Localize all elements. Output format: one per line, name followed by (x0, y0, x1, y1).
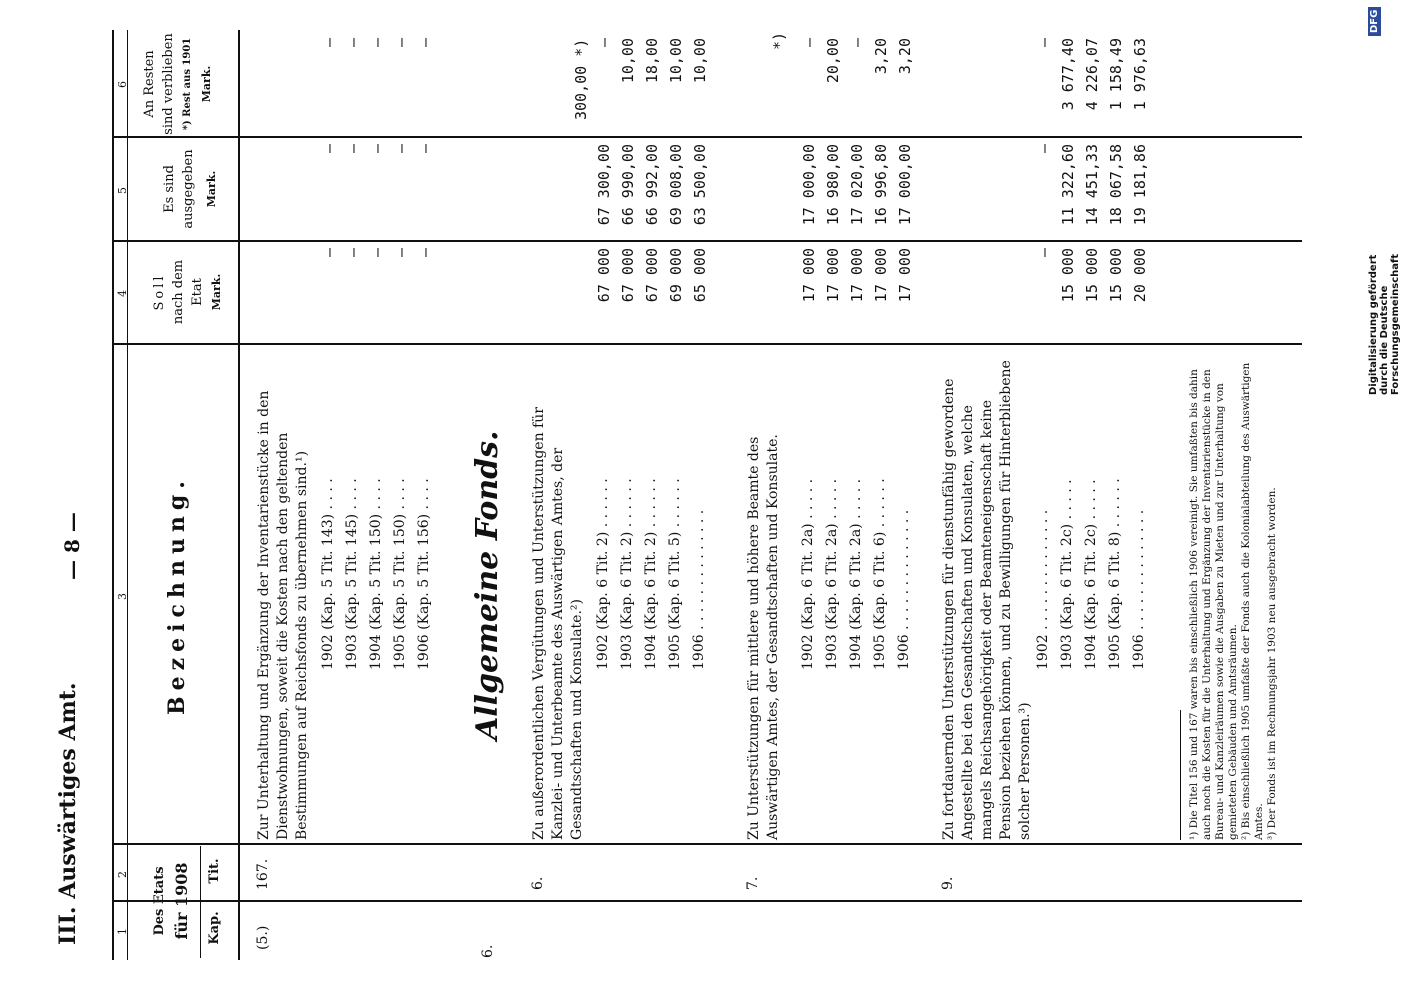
col-number-2: 2 (116, 871, 129, 878)
row-rest-value: — (392, 38, 410, 48)
row-ausgegeben-value: — (320, 144, 338, 154)
row-rest-value: 18,00 (643, 38, 661, 84)
row-rest-value: — (344, 38, 362, 48)
row-rest-value: — (320, 38, 338, 48)
row-soll-value: 69 000 (667, 248, 685, 303)
section4-text: Zu fortdauernden Unterstützungen für dienstunfähig gewordene Angestellte bei den Gesandtschaften und Konsulaten, welche mangels Reichsangehörigkeit oder Beamteneigenschaft keine Pension beziehen können, und zu Bewilligungen für Hinterbliebene solcher Personen.³) (941, 360, 1033, 840)
row-rest-value: 1 158,49 (1107, 38, 1125, 111)
row-soll-value: 17 000 (896, 248, 914, 303)
row-ausgegeben-value: 66 992,00 (643, 144, 661, 226)
row-rest-value: 10,00 (667, 38, 685, 84)
soll-heading-4: Mark. (210, 273, 223, 311)
row-year-label: 1903 (Kap. 6 Tit. 2) . . . . . . (619, 478, 635, 670)
rule-col4 (112, 240, 1302, 242)
row-rest-value: — (368, 38, 386, 48)
row-ausgegeben-value: — (416, 144, 434, 154)
row-year-label: 1904 (Kap. 6 Tit. 2) . . . . . . (643, 478, 659, 670)
dfg-logo: DFG (1368, 7, 1381, 36)
row-soll-value: — (392, 248, 410, 258)
row-year-label: 1903 (Kap. 5 Tit. 145) . . . . (344, 478, 360, 670)
column-number-rule (127, 30, 128, 960)
col-number-1: 1 (116, 928, 129, 935)
row-year-label: 1905 (Kap. 6 Tit. 8) . . . . . . (1107, 478, 1123, 670)
row-year-label: 1905 (Kap. 5 Tit. 150) . . . . (392, 478, 408, 670)
row-rest-value: — (416, 38, 434, 48)
row-ausgegeben-value: 69 008,00 (667, 144, 685, 226)
row-rest-value: — (848, 38, 866, 48)
row-year-label: 1902 (Kap. 6 Tit. 2) . . . . . . (595, 478, 611, 670)
row-soll-value: 15 000 (1107, 248, 1125, 303)
row-rest-value: 10,00 (691, 38, 709, 84)
section1-kap: (5.) (255, 925, 271, 950)
col12-heading-2: für 1908 (172, 862, 191, 940)
row-year-label: 1904 (Kap. 6 Tit. 2a) . . . . . (848, 478, 864, 670)
rule-col2 (112, 843, 1302, 845)
row-ausgegeben-value: 16 980,00 (824, 144, 842, 226)
row-rest-value: 4 226,07 (1083, 38, 1101, 111)
rest-heading-3: *) Rest aus 1901 (182, 37, 193, 131)
section4-tit: 9. (940, 876, 956, 890)
row-ausgegeben-value: 17 000,00 (800, 144, 818, 226)
row-ausgegeben-value: 18 067,58 (1107, 144, 1125, 226)
row-year-label: 1902 (Kap. 5 Tit. 143) . . . . (320, 478, 336, 670)
row-soll-value: 17 000 (848, 248, 866, 303)
col-number-6: 6 (116, 81, 129, 88)
footnote-rule (1180, 710, 1181, 840)
section2-heading: Allgemeine Fonds. (470, 430, 505, 740)
row-year-label: 1906 . . . . . . . . . . . . . . (1131, 509, 1147, 670)
row-ausgegeben-value: 66 990,00 (619, 144, 637, 226)
row-soll-value: 65 000 (691, 248, 709, 303)
section2-text: Zu außerordentlichen Vergütungen und Unterstützungen für Kanzlei- und Unterbeamte des Auswärtigen Amtes, der Gesandtschaften und Konsulate.²) (531, 407, 585, 840)
row-soll-value: 67 000 (595, 248, 613, 303)
row-ausgegeben-value: 17 000,00 (896, 144, 914, 226)
row-year-label: 1906 . . . . . . . . . . . . . . (896, 509, 912, 670)
footnote-1: ¹) Die Titel 156 und 167 waren bis einschließlich 1906 vereinigt. Sie umfaßten bis dahin auch noch die Kosten für die Unterhaltung und Ergänzung der Inventarienstücke in den Bureau- und Kanzleiräumen sowie die Ausgaben zu Mieten und zur Unterhaltung von gemieteten Gebäuden und Amtsräumen. (1188, 369, 1239, 840)
row-soll-value: — (320, 248, 338, 258)
row-soll-value: 20 000 (1131, 248, 1149, 303)
row-ausgegeben-value: 67 300,00 (595, 144, 613, 226)
row-rest-value: 20,00 (824, 38, 842, 84)
row-year-label: 1905 (Kap. 6 Tit. 5) . . . . . . (667, 478, 683, 670)
tit-heading: Tit. (207, 858, 222, 884)
aus-heading-1: Es sind (162, 165, 177, 213)
row-year-label: 1906 . . . . . . . . . . . . . . (691, 509, 707, 670)
col-number-4: 4 (116, 290, 129, 297)
section2-kap: 6. (480, 944, 496, 958)
section-title: III. Auswärtiges Amt. (55, 682, 81, 945)
row-soll-value: 15 000 (1059, 248, 1077, 303)
rule-col1 (112, 900, 1302, 902)
row-rest-value: 3,20 (896, 38, 914, 75)
row-rest-value: — (595, 38, 613, 48)
row-ausgegeben-value: 63 500,00 (691, 144, 709, 226)
rule-col5 (112, 136, 1302, 138)
aus-heading-2: ausgegeben (181, 149, 196, 229)
row-year-label: 1902 . . . . . . . . . . . . . . (1035, 509, 1051, 670)
rest-heading-2: sind verblieben (161, 33, 176, 135)
section1-tit: 167. (255, 858, 271, 890)
rest-heading-4: Mark. (200, 65, 213, 103)
row-ausgegeben-value: 19 181,86 (1131, 144, 1149, 226)
row-rest-value: 10,00 (619, 38, 637, 84)
row-year-label: 1906 (Kap. 5 Tit. 156) . . . . (416, 478, 432, 670)
row-soll-value: 17 000 (800, 248, 818, 303)
row-soll-value: — (344, 248, 362, 258)
row-rest-value: — (1035, 38, 1053, 48)
row-rest-value: 1 976,63 (1131, 38, 1149, 111)
section3-text: Zu Unterstützungen für mittlere und höhere Beamte des Auswärtigen Amtes, der Gesandtschaften und Konsulate. (746, 434, 781, 840)
row-year-label: 1903 (Kap. 6 Tit. 2a) . . . . . (824, 478, 840, 670)
row-ausgegeben-value: 17 020,00 (848, 144, 866, 226)
kap-tit-rule (200, 846, 201, 958)
section3-tit: 7. (745, 876, 761, 890)
kap-heading: Kap. (207, 911, 222, 945)
row-ausgegeben-value: — (1035, 144, 1053, 154)
section3-rest-top: *) (770, 31, 788, 50)
row-soll-value: 15 000 (1083, 248, 1101, 303)
row-rest-value: 3 677,40 (1059, 38, 1077, 111)
soll-heading-1: Soll (152, 273, 167, 311)
row-soll-value: 17 000 (872, 248, 890, 303)
row-ausgegeben-value: 11 322,60 (1059, 144, 1077, 226)
row-soll-value: — (416, 248, 434, 258)
col12-heading-1: Des Etats (152, 866, 167, 936)
row-rest-value: — (800, 38, 818, 48)
row-ausgegeben-value: — (344, 144, 362, 154)
row-soll-value: 17 000 (824, 248, 842, 303)
row-soll-value: 67 000 (619, 248, 637, 303)
col-number-5: 5 (116, 187, 129, 194)
rule-col3 (112, 343, 1302, 345)
row-ausgegeben-value: — (392, 144, 410, 154)
row-rest-value: 3,20 (872, 38, 890, 75)
rest-heading-1: An Resten (142, 50, 157, 118)
row-soll-value: — (1035, 248, 1053, 258)
page-number: — 8 — (60, 512, 84, 580)
row-year-label: 1904 (Kap. 5 Tit. 150) . . . . (368, 478, 384, 670)
row-soll-value: — (368, 248, 386, 258)
row-ausgegeben-value: 16 996,80 (872, 144, 890, 226)
row-year-label: 1904 (Kap. 6 Tit. 2c) . . . . . (1083, 479, 1099, 670)
aus-heading-3: Mark. (205, 170, 218, 208)
table-top-rule (112, 30, 114, 960)
section1-text: Zur Unterhaltung und Ergänzung der Inventarienstücke in den Dienstwohnungen, soweit die Kosten nach den geltenden Bestimmungen auf Reichsfonds zu übernehmen sind.¹) (256, 390, 310, 840)
footnote-3: ³) Der Fonds ist im Rechnungsjahr 1903 neu ausgebracht worden. (1266, 487, 1278, 840)
soll-heading-3: Etat (190, 278, 205, 306)
footnote-2: ²) Bis einschließlich 1905 umfaßte der Fonds auch die Kolonialabteilung des Auswärtigen Amtes. (1240, 362, 1265, 840)
soll-heading-2: nach dem (171, 259, 186, 325)
row-year-label: 1903 (Kap. 6 Tit. 2c) . . . . . (1059, 479, 1075, 670)
header-bottom-rule (238, 30, 240, 960)
row-year-label: 1905 (Kap. 6 Tit. 6) . . . . . . (872, 478, 888, 670)
digitization-note: Digitalisierung gefördert durch die Deutsche Forschungsgemeinschaft (1368, 253, 1401, 395)
row-soll-value: 67 000 (643, 248, 661, 303)
row-year-label: 1902 (Kap. 6 Tit. 2a) . . . . . (800, 478, 816, 670)
section2-tit: 6. (530, 876, 546, 890)
section2-rest-top: 300,00 *) (572, 38, 590, 120)
row-ausgegeben-value: 14 451,33 (1083, 144, 1101, 226)
bezeichnung-heading: Bezeichnung. (164, 475, 190, 715)
row-ausgegeben-value: — (368, 144, 386, 154)
col-number-3: 3 (116, 593, 129, 600)
